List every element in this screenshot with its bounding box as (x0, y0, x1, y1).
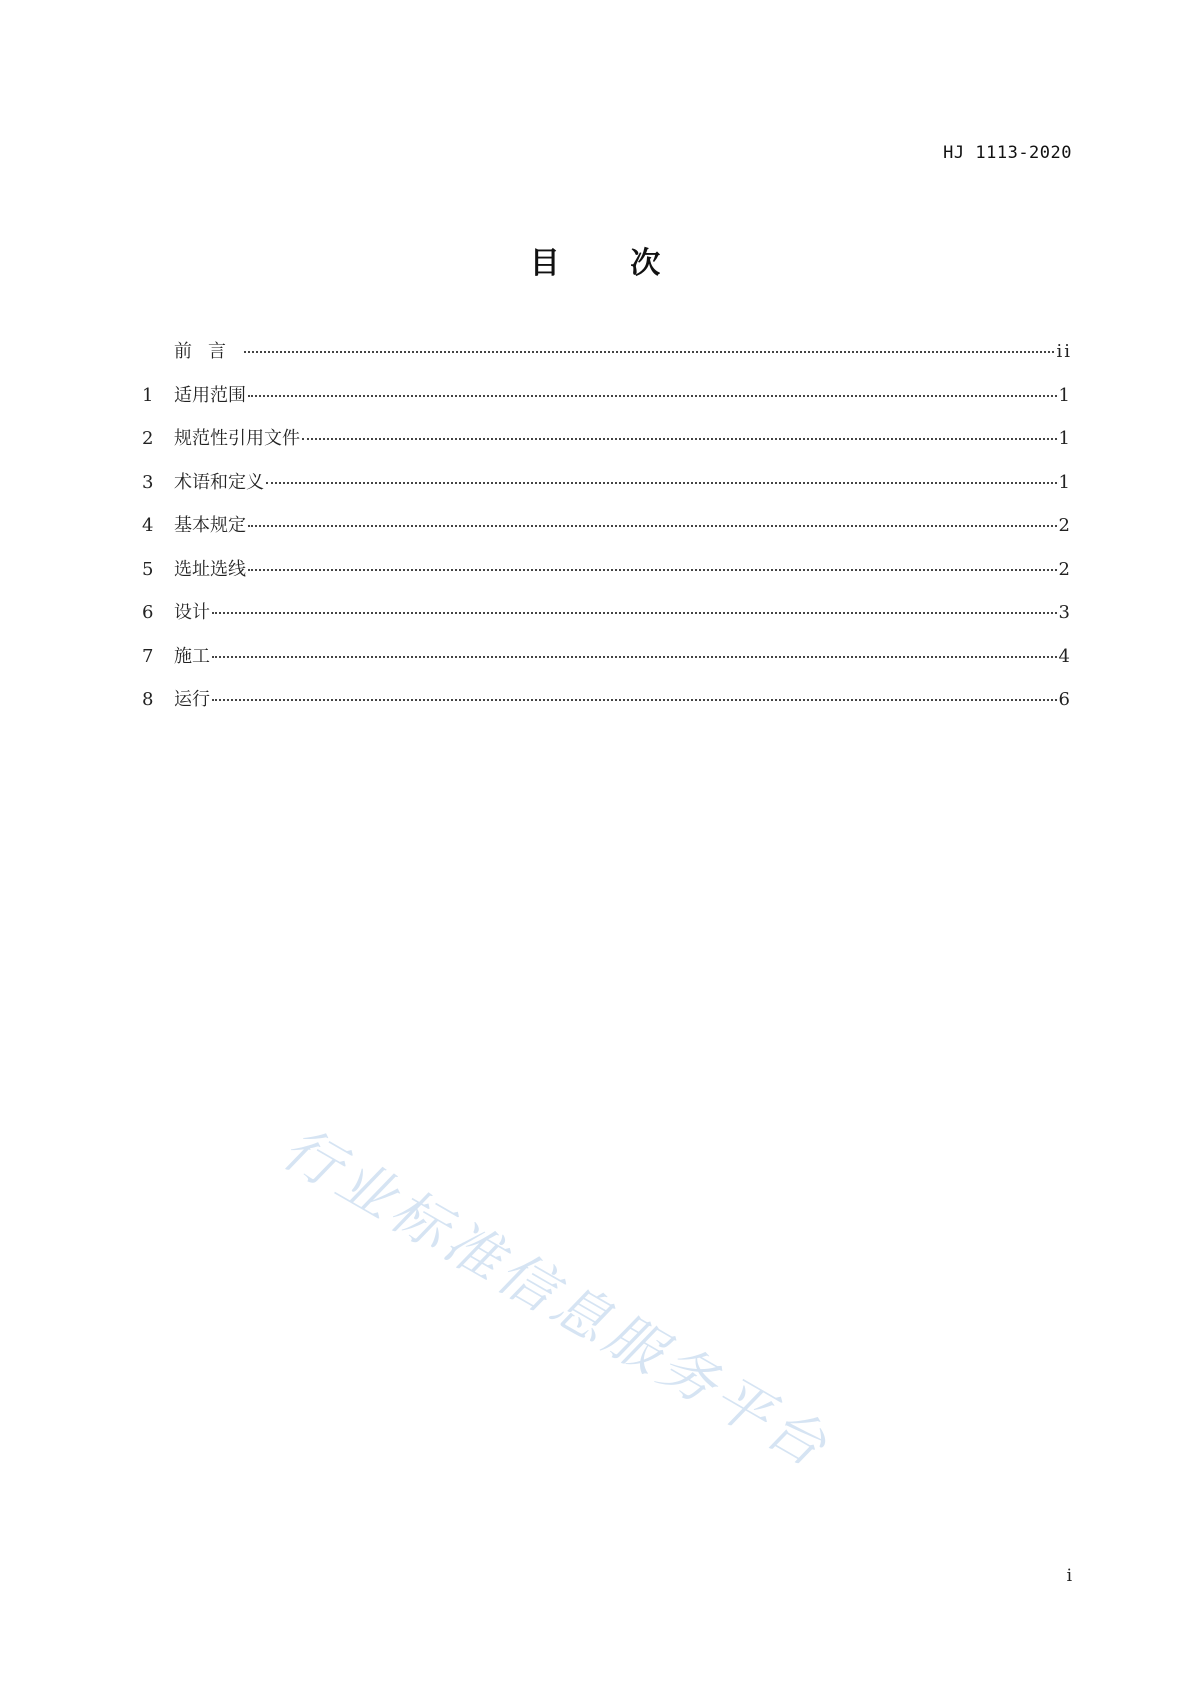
toc-entry-label: 基本规定 (174, 515, 246, 536)
toc-entry-number: 4 (142, 515, 154, 536)
toc-entry-design[interactable] (142, 601, 1072, 645)
page-number: i (1066, 1566, 1072, 1586)
toc-entry-site-selection[interactable] (142, 558, 1072, 602)
toc-entry-label: 设计 (174, 602, 210, 623)
toc-entry-page: 4 (1058, 645, 1072, 667)
toc-entry-label: 规范性引用文件 (174, 428, 300, 449)
toc-dot-leader (212, 699, 1057, 701)
toc-entry-number: 2 (142, 428, 154, 449)
toc-title: 目 次 (529, 246, 691, 281)
toc-entry-label: 选址选线 (174, 558, 246, 580)
toc-entry-number: 1 (142, 384, 154, 406)
toc-entry-label: 运行 (174, 689, 210, 710)
toc-entry-page: ii (1056, 341, 1072, 362)
toc-entry-preface[interactable] (142, 340, 1072, 384)
toc-entry-page: 6 (1058, 689, 1072, 710)
toc-dot-leader (248, 525, 1057, 527)
toc-entry-label: 术语和定义 (174, 471, 264, 493)
toc-dot-leader (248, 395, 1057, 397)
toc-entry-page: 3 (1058, 602, 1072, 623)
toc-entry-scope[interactable] (142, 384, 1072, 428)
toc-dot-leader (302, 438, 1057, 440)
toc-entry-label: 适用范围 (174, 384, 246, 406)
toc-entry-number: 6 (142, 602, 154, 623)
watermark: 行业标准信息服务平台 (271, 1115, 841, 1483)
toc-entry-number: 7 (142, 645, 154, 667)
toc-entry-basic-provisions[interactable] (142, 514, 1072, 558)
toc-entry-label: 施工 (174, 645, 210, 667)
toc-entry-number: 3 (142, 471, 154, 493)
toc-dot-leader (212, 612, 1057, 614)
toc-entry-page: 2 (1058, 515, 1072, 536)
toc-dot-leader (244, 351, 1054, 353)
toc-entry-page: 1 (1058, 428, 1072, 449)
toc-entry-page: 1 (1058, 384, 1072, 406)
toc-entry-normative-references[interactable] (142, 427, 1072, 471)
toc-entry-page: 2 (1058, 558, 1072, 580)
standard-code: HJ 1113-2020 (943, 143, 1072, 163)
toc-entry-construction[interactable] (142, 645, 1072, 689)
toc-entry-operation[interactable] (142, 688, 1072, 732)
toc-entry-number: 5 (142, 558, 154, 580)
toc-dot-leader (212, 656, 1057, 658)
toc-entry-page: 1 (1058, 471, 1072, 493)
table-of-contents (142, 340, 1072, 732)
toc-entry-label: 前言 (174, 341, 242, 362)
toc-dot-leader (266, 482, 1057, 484)
toc-entry-number: 8 (142, 689, 154, 710)
toc-dot-leader (248, 569, 1057, 571)
toc-entry-terms-definitions[interactable] (142, 471, 1072, 515)
